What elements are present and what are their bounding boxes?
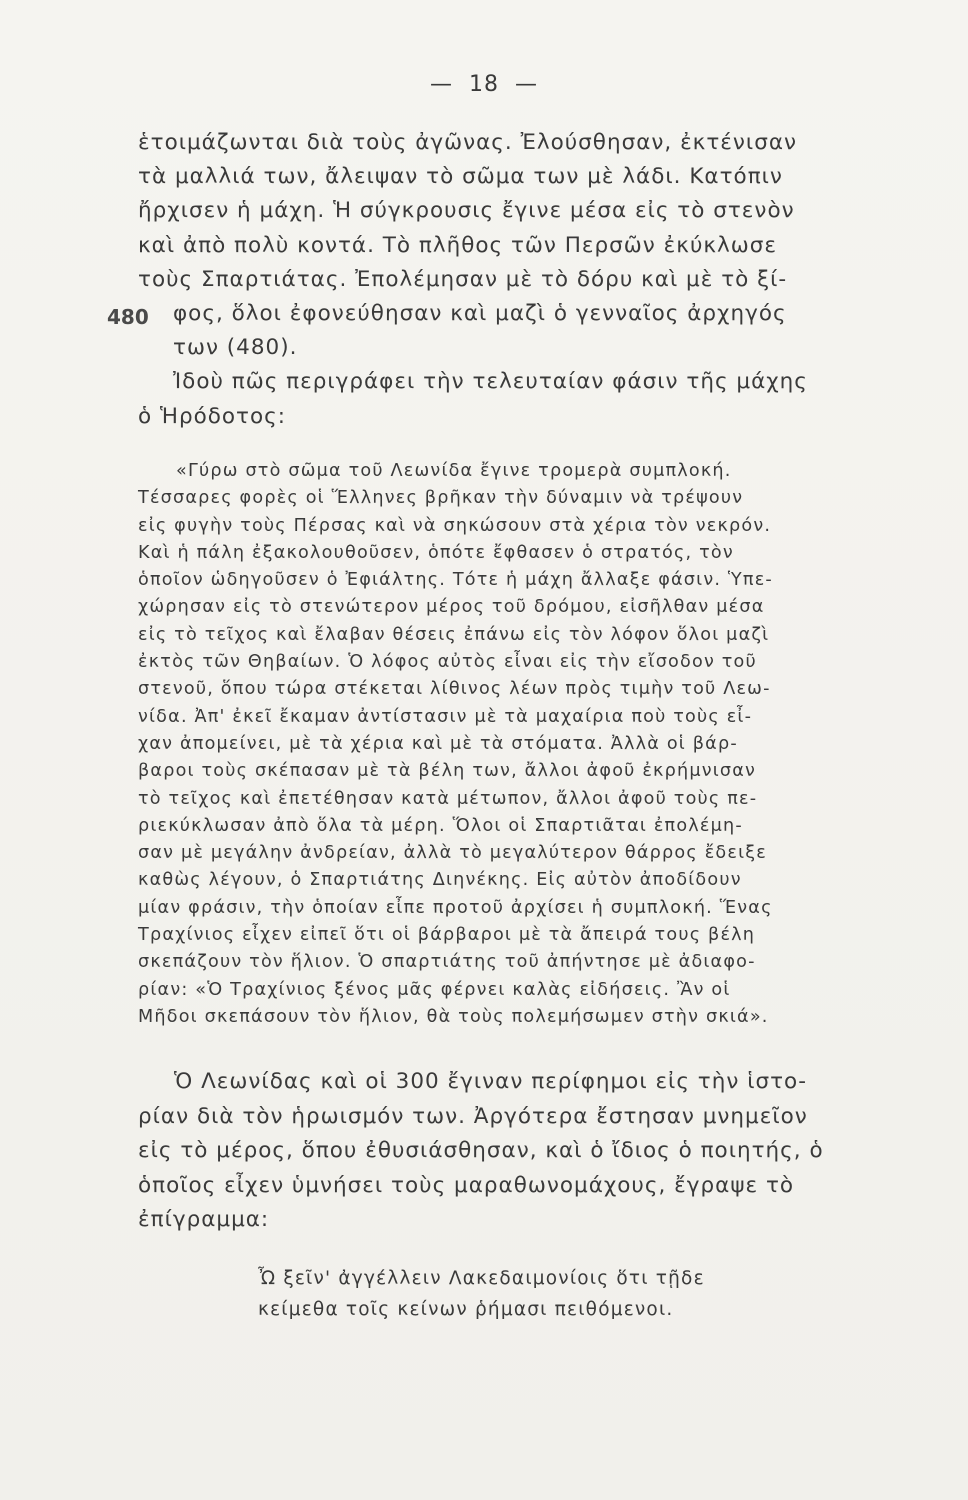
paragraph-1 [138,126,898,434]
quote-line: τὸ τεῖχος καὶ ἐπετέθησαν κατὰ μέτωπον, ἄλλοι ἀφοῦ τοὺς πε- [138,788,758,809]
text-line: καὶ ἀπὸ πολὺ κοντά. Τὸ πλῆθος τῶν Περσῶν ἐκύκλωσε [138,232,778,258]
quote-line: «Γύρω στὸ σῶμα τοῦ Λεωνίδα ἔγινε τρομερὰ συμπλοκή. [176,461,732,481]
text-line: εἰς τὸ μέρος, ὅπου ἐθυσιάσθησαν, καὶ ὁ ἴδιος ὁ ποιητής, ὁ [138,1138,824,1163]
quote-line: νίδα. Ἀπ' ἐκεῖ ἔκαμαν ἀντίστασιν μὲ τὰ μαχαίρια ποὺ τοὺς εἶ- [138,706,753,727]
margin-year-note: 480 [107,305,149,329]
quote-line: χαν ἀπομείνει, μὲ τὰ χέρια καὶ μὲ τὰ στόματα. Ἀλλὰ οἱ βάρ- [138,733,738,754]
quote-line: χώρησαν εἰς τὸ στενώτερον μέρος τοῦ δρόμου, εἰσῆλθαν μέσα [138,597,765,618]
text-line: των (480). [173,335,298,361]
quote-line: ριεκύκλωσαν ἀπὸ ὅλα τὰ μέρη. Ὅλοι οἱ Σπαρτιᾶται ἐπολέμη- [138,815,743,836]
text-line: ἑτοιμάζωνται διὰ τοὺς ἀγῶνας. Ἐλούσθησαν, ἐκτένισαν [138,130,798,155]
epigram-line: Ὦ ξεῖν' ἀγγέλλειν Λακεδαιμονίοις ὅτι τῇδε [258,1268,705,1289]
epigram-line: κείμεθα τοῖς κείνων ῥήμασι πειθόμενοι. [258,1299,674,1320]
quote-line: Τραχίνιος εἶχεν εἰπεῖ ὅτι οἱ βάρβαροι μὲ τὰ ἄπειρά τους βέλη [138,925,756,946]
page-number [0,72,968,97]
quote-line: Μῆδοι σκεπάσουν τὸν ἥλιον, θὰ τοὺς πολεμήσωμεν στὴν σκιά». [138,1006,769,1027]
text-line: ὁ Ἡρόδοτος: [138,403,287,429]
page-number-value: 18 [469,72,499,97]
quote-line: στενοῦ, ὅπου τώρα στέκεται λίθινος λέων πρὸς τιμὴν τοῦ Λεω- [138,679,771,700]
quote-line: Καὶ ἡ πάλη ἐξακολουθοῦσεν, ὁπότε ἔφθασεν ὁ στρατός, τὸν [138,542,734,563]
quote-line: μίαν φράσιν, τὴν ὁποίαν εἶπε προτοῦ ἀρχίσει ἡ συμπλοκή. Ἕνας [138,897,773,918]
quote-line: εἰς φυγὴν τοὺς Πέρσας καὶ νὰ σηκώσουν στὰ χέρια τὸν νεκρόν. [138,515,772,536]
text-line: ἐπίγραμμα: [138,1207,270,1232]
quote-line: καθὼς λέγουν, ὁ Σπαρτιάτης Διηνέκης. Εἰς αὐτὸν ἀποδίδουν [138,870,742,891]
text-line: ρίαν διὰ τὸν ἡρωισμόν των. Ἀργότερα ἔστησαν μνημεῖον [138,1103,808,1129]
paragraph-2 [138,1065,898,1238]
simonides-epigram [258,1263,818,1325]
text-line: φος, ὅλοι ἐφονεύθησαν καὶ μαζὶ ὁ γενναῖος ἀρχηγός [173,301,787,327]
quote-line: εἰς τὸ τεῖχος καὶ ἔλαβαν θέσεις ἐπάνω εἰς τὸν λόφον ὅλοι μαζὶ [138,624,770,645]
page-number-dash-left: — [430,72,453,97]
text-line: ὁποῖος εἶχεν ὑμνήσει τοὺς μαραθωνομάχους, ἔγραψε τὸ [138,1172,795,1198]
quote-line: Τέσσαρες φορὲς οἱ Ἕλληνες βρῆκαν τὴν δύναμιν νὰ τρέψουν [138,488,744,509]
text-line: Ἰδοὺ πῶς περιγράφει τὴν τελευταίαν φάσιν τῆς μάχης [173,369,808,395]
text-line: τὰ μαλλιά των, ἄλειψαν τὸ σῶμα των μὲ λάδι. Κατόπιν [138,164,783,190]
quote-line: ρίαν: «Ὁ Τραχίνιος ξένος μᾶς φέρνει καλὰς εἰδήσεις. Ἂν οἱ [138,979,731,1000]
text-line: τοὺς Σπαρτιάτας. Ἐπολέμησαν μὲ τὸ δόρυ καὶ μὲ τὸ ξί- [138,266,788,292]
quote-line: ἐκτὸς τῶν Θηβαίων. Ὁ λόφος αὐτὸς εἶναι εἰς τὴν εἴσοδον τοῦ [138,652,757,673]
herodotus-quote [138,458,898,1031]
quote-line: σαν μὲ μεγάλην ἀνδρείαν, ἀλλὰ τὸ μεγαλύτερον θάρρος ἔδειξε [138,843,767,864]
text-line: ἤρχισεν ἡ μάχη. Ἡ σύγκρουσις ἔγινε μέσα εἰς τὸ στενὸν [138,198,795,224]
text-line: Ὁ Λεωνίδας καὶ οἱ 300 ἔγιναν περίφημοι εἰς τὴν ἱστο- [174,1069,807,1094]
quote-line: βαροι τοὺς σκέπασαν μὲ τὰ βέλη των, ἄλλοι ἀφοῦ ἐκρήμνισαν [138,761,757,782]
quote-line: σκεπάζουν τὸν ἥλιον. Ὁ σπαρτιάτης τοῦ ἀπήντησε μὲ ἀδιαφο- [138,952,756,973]
quote-line: ὁποῖον ὡδηγοῦσεν ὁ Ἐφιάλτης. Τότε ἡ μάχη ἄλλαξε φάσιν. Ὑπε- [138,570,773,591]
page-number-dash-right: — [515,72,538,97]
